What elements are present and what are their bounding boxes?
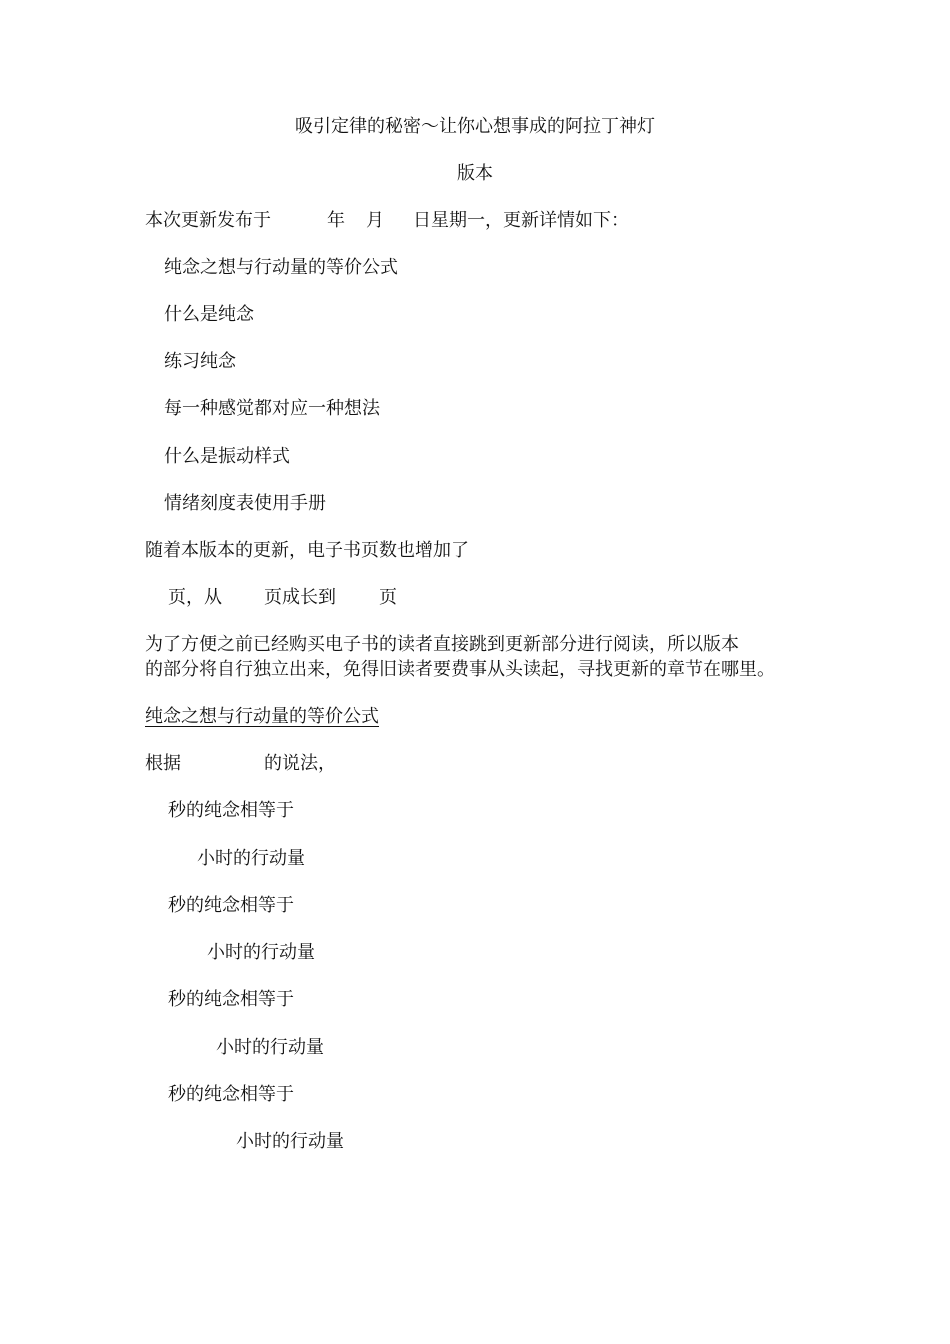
section-heading: 纯念之想与行动量的等价公式 bbox=[145, 706, 379, 727]
pages-count-part3: 页 bbox=[379, 587, 397, 608]
according-prefix: 根据 bbox=[145, 753, 181, 774]
equivalence-hours: 小时的行动量 bbox=[236, 1131, 344, 1152]
document-subtitle: 版本 bbox=[457, 163, 493, 184]
update-item: 情绪刻度表使用手册 bbox=[164, 493, 326, 514]
update-date-year: 年 bbox=[327, 210, 345, 231]
reader-note-line-2: 的部分将自行独立出来，免得旧读者要费事从头读起，寻找更新的章节在哪里。 bbox=[145, 659, 775, 680]
update-item: 纯念之想与行动量的等价公式 bbox=[164, 257, 398, 278]
update-date-suffix: 日星期一，更新详情如下： bbox=[413, 210, 629, 231]
pages-note: 随着本版本的更新，电子书页数也增加了 bbox=[145, 540, 469, 561]
update-date-month: 月 bbox=[366, 210, 384, 231]
according-suffix: 的说法， bbox=[264, 753, 336, 774]
equivalence-hours: 小时的行动量 bbox=[207, 942, 315, 963]
update-item: 每一种感觉都对应一种想法 bbox=[164, 398, 380, 419]
equivalence-hours: 小时的行动量 bbox=[197, 848, 305, 869]
update-item: 练习纯念 bbox=[164, 351, 236, 372]
update-date-prefix: 本次更新发布于 bbox=[145, 210, 271, 231]
reader-note-line-1: 为了方便之前已经购买电子书的读者直接跳到更新部分进行阅读，所以版本 bbox=[145, 634, 739, 655]
document-title: 吸引定律的秘密～让你心想事成的阿拉丁神灯 bbox=[295, 116, 655, 137]
pages-count-part2: 页成长到 bbox=[264, 587, 336, 608]
pages-count-part1: 页，从 bbox=[168, 587, 222, 608]
equivalence-seconds: 秒的纯念相等于 bbox=[168, 989, 294, 1010]
equivalence-hours: 小时的行动量 bbox=[216, 1037, 324, 1058]
update-item: 什么是振动样式 bbox=[164, 446, 290, 467]
update-item: 什么是纯念 bbox=[164, 304, 254, 325]
equivalence-seconds: 秒的纯念相等于 bbox=[168, 895, 294, 916]
equivalence-seconds: 秒的纯念相等于 bbox=[168, 800, 294, 821]
equivalence-seconds: 秒的纯念相等于 bbox=[168, 1084, 294, 1105]
